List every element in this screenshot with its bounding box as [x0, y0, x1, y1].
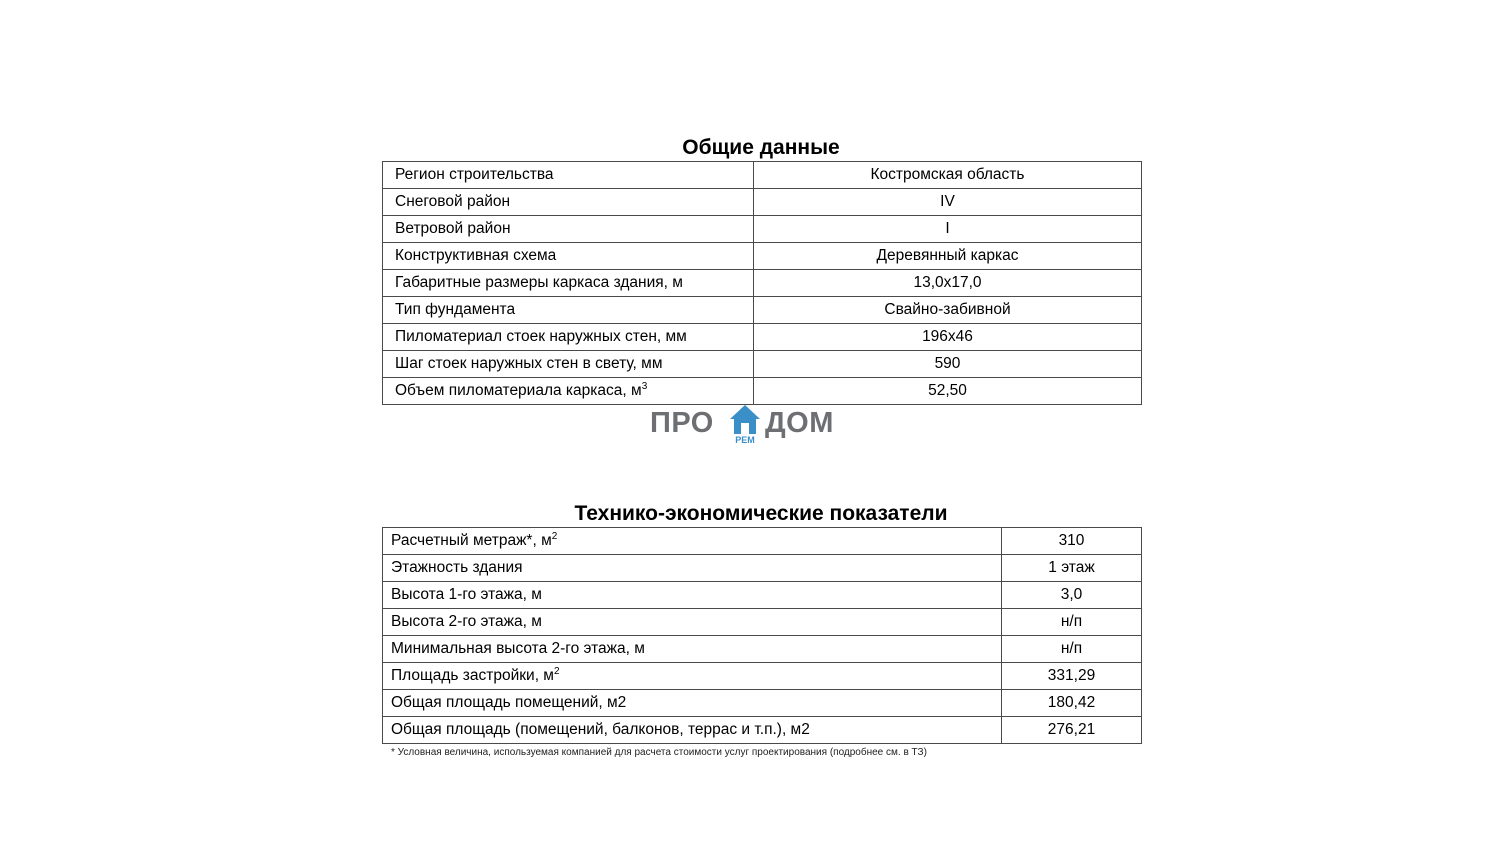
table-row — [383, 189, 1142, 216]
table-row — [383, 162, 1142, 189]
row-label: Шаг стоек наружных стен в свету, мм — [383, 351, 754, 378]
row-value: Костромская область — [754, 162, 1142, 189]
brand-logo — [650, 404, 850, 446]
row-value: 3,0 — [1002, 582, 1142, 609]
table-row — [383, 216, 1142, 243]
row-value: 276,21 — [1002, 717, 1142, 744]
row-label: Габаритные размеры каркаса здания, м — [383, 270, 754, 297]
row-label: Тип фундамента — [383, 297, 754, 324]
table-row — [383, 582, 1142, 609]
general-data-table — [382, 161, 1142, 405]
row-value: Свайно-забивной — [754, 297, 1142, 324]
house-icon — [729, 404, 761, 436]
table-row — [383, 663, 1142, 690]
row-value: IV — [754, 189, 1142, 216]
logo-subtext: РЕМ — [735, 435, 755, 445]
table-row — [383, 351, 1142, 378]
table-row — [383, 378, 1142, 405]
table-row — [383, 297, 1142, 324]
row-value: 13,0x17,0 — [754, 270, 1142, 297]
table-row — [383, 690, 1142, 717]
row-label: Этажность здания — [383, 555, 1002, 582]
table-row — [383, 270, 1142, 297]
row-value: 180,42 — [1002, 690, 1142, 717]
row-value: 590 — [754, 351, 1142, 378]
general-data-title: Общие данные — [682, 136, 840, 159]
row-label: Общая площадь (помещений, балконов, террас и т.п.), м2 — [383, 717, 1002, 744]
row-label-with-sup — [383, 663, 1002, 690]
row-value: н/п — [1002, 609, 1142, 636]
table-row — [383, 555, 1142, 582]
tech-indicators-table — [382, 527, 1142, 744]
superscript: 3 — [641, 380, 648, 392]
superscript: 2 — [551, 530, 558, 542]
row-label: Расчетный метраж*, м — [391, 532, 552, 549]
row-label: Пиломатериал стоек наружных стен, мм — [383, 324, 754, 351]
row-value: н/п — [1002, 636, 1142, 663]
row-value: 310 — [1002, 528, 1142, 555]
row-label: Минимальная высота 2-го этажа, м — [383, 636, 1002, 663]
row-label: Ветровой район — [383, 216, 754, 243]
row-label-with-sup — [383, 378, 754, 405]
row-value: Деревянный каркас — [754, 243, 1142, 270]
row-label: Высота 1-го этажа, м — [383, 582, 1002, 609]
row-label: Снеговой район — [383, 189, 754, 216]
table-row — [383, 324, 1142, 351]
row-value: I — [754, 216, 1142, 243]
row-value: 196x46 — [754, 324, 1142, 351]
table-row — [383, 243, 1142, 270]
row-label-with-sup — [383, 528, 1002, 555]
table-row — [383, 609, 1142, 636]
table-row — [383, 636, 1142, 663]
row-label: Высота 2-го этажа, м — [383, 609, 1002, 636]
table-row — [383, 717, 1142, 744]
row-label: Конструктивная схема — [383, 243, 754, 270]
logo-text-left: ПРО — [650, 407, 714, 439]
row-value: 52,50 — [754, 378, 1142, 405]
row-label: Регион строительства — [383, 162, 754, 189]
superscript: 2 — [553, 665, 560, 677]
tech-indicators-title: Технико-экономические показатели — [574, 502, 948, 525]
row-label: Площадь застройки, м — [391, 667, 554, 684]
row-value: 331,29 — [1002, 663, 1142, 690]
row-label: Общая площадь помещений, м2 — [383, 690, 1002, 717]
row-label: Объем пиломатериала каркаса, м — [395, 382, 642, 399]
logo-text-right: ДОМ — [765, 407, 834, 439]
row-value: 1 этаж — [1002, 555, 1142, 582]
table-row — [383, 528, 1142, 555]
footnote: * Условная величина, используемая компанией для расчета стоимости услуг проектирования (подробнее см. в ТЗ) — [391, 747, 927, 758]
